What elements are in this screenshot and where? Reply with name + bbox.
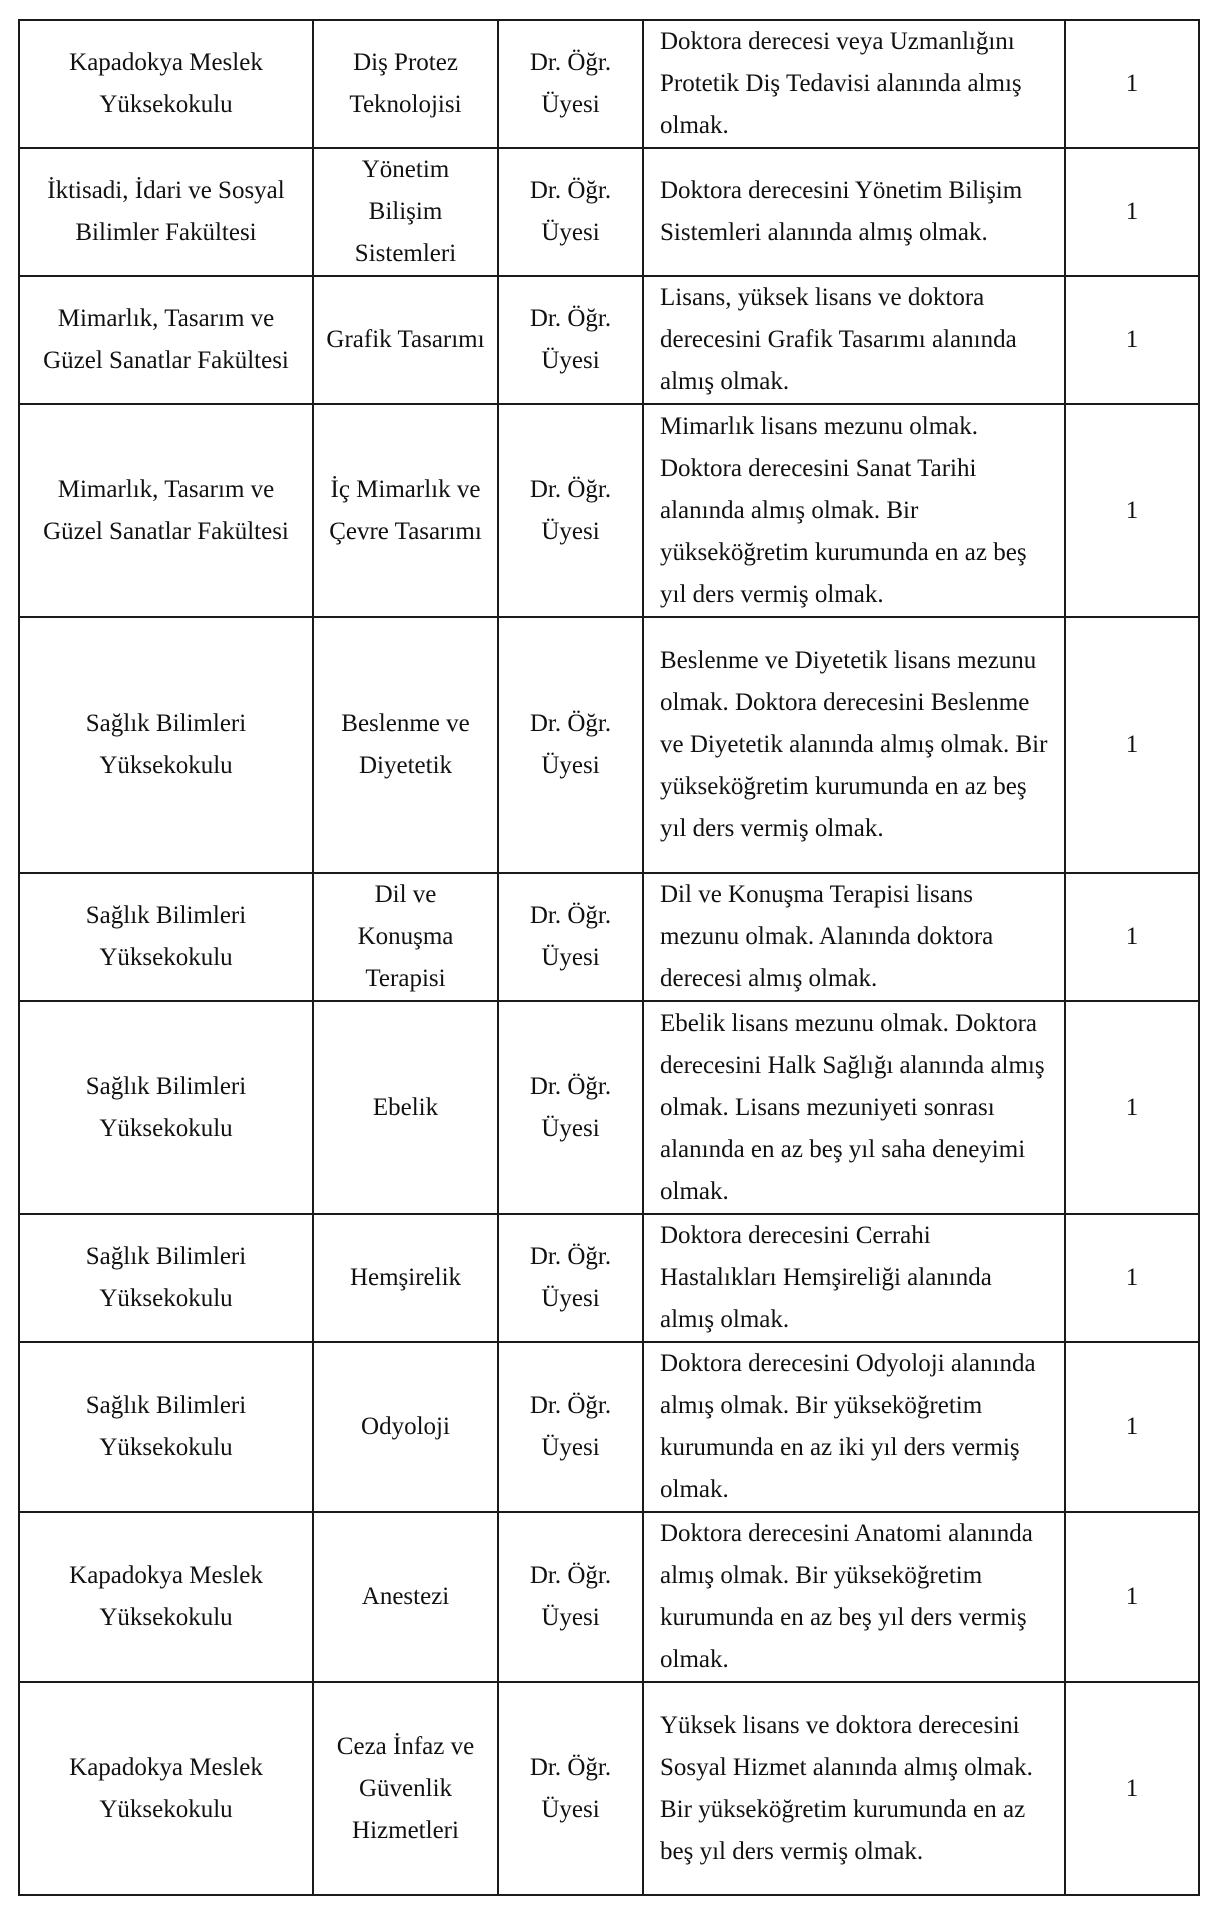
unit-cell: İktisadi, İdari ve Sosyal Bilimler Fakültesi (19, 148, 313, 276)
requirement-cell: Doktora derecesini Odyoloji alanında almış olmak. Bir yükseköğretim kurumunda en az iki yıl ders vermiş olmak. (643, 1342, 1065, 1512)
table-row (19, 1001, 1199, 1214)
unit-cell: Kapadokya Meslek Yüksekokulu (19, 20, 313, 148)
title-cell: Dr. Öğr. Üyesi (498, 873, 643, 1001)
title-cell: Dr. Öğr. Üyesi (498, 1512, 643, 1682)
department-cell: Ceza İnfaz ve Güvenlik Hizmetleri (313, 1682, 498, 1895)
department-cell: Dil ve Konuşma Terapisi (313, 873, 498, 1001)
count-cell: 1 (1065, 404, 1199, 617)
department-cell: Diş Protez Teknolojisi (313, 20, 498, 148)
unit-cell: Kapadokya Meslek Yüksekokulu (19, 1512, 313, 1682)
department-cell: İç Mimarlık ve Çevre Tasarımı (313, 404, 498, 617)
count-cell: 1 (1065, 1682, 1199, 1895)
title-cell: Dr. Öğr. Üyesi (498, 1001, 643, 1214)
unit-cell: Mimarlık, Tasarım ve Güzel Sanatlar Fakültesi (19, 276, 313, 404)
unit-cell: Sağlık Bilimleri Yüksekokulu (19, 1342, 313, 1512)
unit-cell: Sağlık Bilimleri Yüksekokulu (19, 1001, 313, 1214)
requirement-cell: Mimarlık lisans mezunu olmak. Doktora derecesini Sanat Tarihi alanında almış olmak. Bir yükseköğretim kurumunda en az beş yıl ders vermiş olmak. (643, 404, 1065, 617)
table-body (19, 20, 1199, 1895)
table-row (19, 276, 1199, 404)
count-cell: 1 (1065, 1001, 1199, 1214)
requirement-cell: Doktora derecesi veya Uzmanlığını Protetik Diş Tedavisi alanında almış olmak. (643, 20, 1065, 148)
title-cell: Dr. Öğr. Üyesi (498, 404, 643, 617)
requirement-cell: Dil ve Konuşma Terapisi lisans mezunu olmak. Alanında doktora derecesi almış olmak. (643, 873, 1065, 1001)
table-row (19, 873, 1199, 1001)
title-cell: Dr. Öğr. Üyesi (498, 276, 643, 404)
unit-cell: Sağlık Bilimleri Yüksekokulu (19, 873, 313, 1001)
requirement-cell: Ebelik lisans mezunu olmak. Doktora derecesini Halk Sağlığı alanında almış olmak. Lisans mezuniyeti sonrası alanında en az beş yıl saha deneyimi olmak. (643, 1001, 1065, 1214)
department-cell: Anestezi (313, 1512, 498, 1682)
title-cell: Dr. Öğr. Üyesi (498, 20, 643, 148)
department-cell: Odyoloji (313, 1342, 498, 1512)
department-cell: Beslenme ve Diyetetik (313, 617, 498, 873)
department-cell: Hemşirelik (313, 1214, 498, 1342)
count-cell: 1 (1065, 148, 1199, 276)
table-row (19, 1512, 1199, 1682)
requirement-cell: Beslenme ve Diyetetik lisans mezunu olmak. Doktora derecesini Beslenme ve Diyetetik alanında almış olmak. Bir yükseköğretim kurumunda en az beş yıl ders vermiş olmak. (643, 617, 1065, 873)
unit-cell: Mimarlık, Tasarım ve Güzel Sanatlar Fakültesi (19, 404, 313, 617)
department-cell: Grafik Tasarımı (313, 276, 498, 404)
table-row (19, 148, 1199, 276)
count-cell: 1 (1065, 276, 1199, 404)
title-cell: Dr. Öğr. Üyesi (498, 1682, 643, 1895)
table-row (19, 1342, 1199, 1512)
table-row (19, 20, 1199, 148)
requirement-cell: Yüksek lisans ve doktora derecesini Sosyal Hizmet alanında almış olmak. Bir yükseköğretim kurumunda en az beş yıl ders vermiş olmak. (643, 1682, 1065, 1895)
department-cell: Yönetim Bilişim Sistemleri (313, 148, 498, 276)
title-cell: Dr. Öğr. Üyesi (498, 1214, 643, 1342)
count-cell: 1 (1065, 873, 1199, 1001)
table-row (19, 404, 1199, 617)
requirement-cell: Doktora derecesini Anatomi alanında almış olmak. Bir yükseköğretim kurumunda en az beş yıl ders vermiş olmak. (643, 1512, 1065, 1682)
table-row (19, 1682, 1199, 1895)
table-row (19, 617, 1199, 873)
count-cell: 1 (1065, 1512, 1199, 1682)
requirement-cell: Lisans, yüksek lisans ve doktora derecesini Grafik Tasarımı alanında almış olmak. (643, 276, 1065, 404)
unit-cell: Sağlık Bilimleri Yüksekokulu (19, 617, 313, 873)
requirement-cell: Doktora derecesini Yönetim Bilişim Sistemleri alanında almış olmak. (643, 148, 1065, 276)
table-row (19, 1214, 1199, 1342)
unit-cell: Sağlık Bilimleri Yüksekokulu (19, 1214, 313, 1342)
count-cell: 1 (1065, 1214, 1199, 1342)
title-cell: Dr. Öğr. Üyesi (498, 148, 643, 276)
count-cell: 1 (1065, 20, 1199, 148)
department-cell: Ebelik (313, 1001, 498, 1214)
title-cell: Dr. Öğr. Üyesi (498, 617, 643, 873)
count-cell: 1 (1065, 617, 1199, 873)
title-cell: Dr. Öğr. Üyesi (498, 1342, 643, 1512)
positions-table (18, 19, 1200, 1896)
count-cell: 1 (1065, 1342, 1199, 1512)
requirement-cell: Doktora derecesini Cerrahi Hastalıkları Hemşireliği alanında almış olmak. (643, 1214, 1065, 1342)
unit-cell: Kapadokya Meslek Yüksekokulu (19, 1682, 313, 1895)
